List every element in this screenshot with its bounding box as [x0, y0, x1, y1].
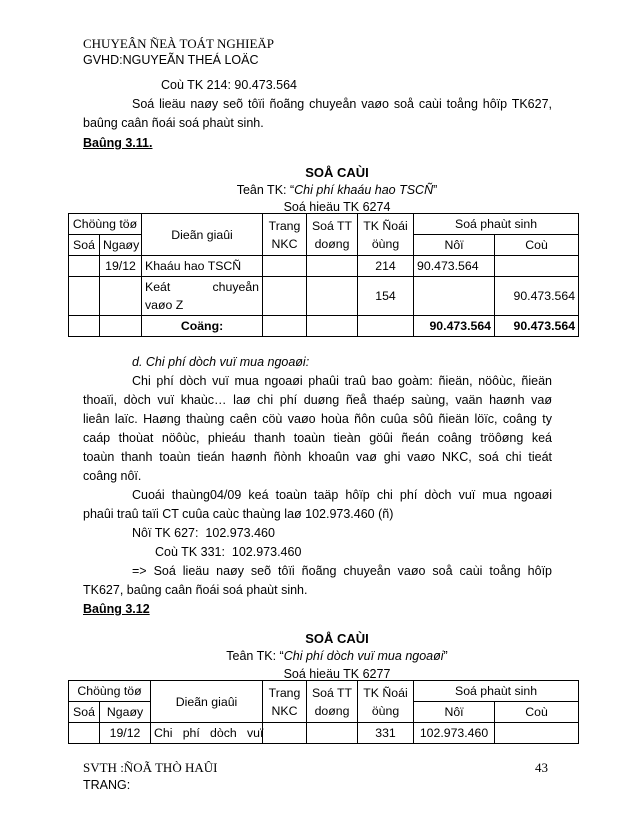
col-chung-tu: Chöùng töø [69, 681, 151, 702]
table-row [69, 277, 579, 316]
col-dien-giai: Dieãn giaûi [142, 214, 263, 256]
credit-line-214: Coù TK 214: 90.473.564 [161, 78, 297, 92]
page-number: 43 [535, 760, 548, 775]
cell-no: 90.473.564 [414, 256, 495, 277]
ledger2-title: SOÅ CAÙI [305, 631, 369, 646]
table-label-3-11: Baûng 3.11. [83, 136, 153, 150]
ledger1-title: SOÅ CAÙI [305, 165, 369, 180]
cell-no [414, 277, 495, 316]
col-so-tt-dong: Soá TT doøng [307, 214, 358, 256]
col-chung-tu: Chöùng töø [69, 214, 142, 235]
ledger1-table [68, 213, 579, 337]
cell-ngay [100, 277, 142, 316]
cell-stt [307, 256, 358, 277]
table-header-row [69, 681, 579, 702]
cell-so [69, 277, 100, 316]
table-row [69, 256, 579, 277]
col-dien-giai: Dieãn giaûi [151, 681, 263, 723]
cell-co: 90.473.564 [495, 277, 579, 316]
footer-trang: TRANG: [83, 778, 131, 792]
cell-total-no: 90.473.564 [414, 316, 495, 337]
section-d-p1-last: coâng nôï. [83, 469, 142, 483]
cell-no: 102.973.460 [414, 723, 495, 744]
table-header-row [69, 214, 579, 235]
debit-line-627: Nôï TK 627: 102.973.460 [132, 526, 275, 540]
col-trang-nkc: Trang NKC [263, 214, 307, 256]
cell-dien-giai: Keát chuyeån vaøo Z [142, 277, 263, 316]
cell-tk: 154 [358, 277, 414, 316]
col-ngay: Ngaøy [100, 235, 142, 256]
cell-ngay: 19/12 [100, 256, 142, 277]
cell-so [69, 256, 100, 277]
cell-total-co: 90.473.564 [495, 316, 579, 337]
cell-so [69, 723, 100, 744]
header-title: CHUYEÂN ÑEÀ TOÁT NGHIEÄP [83, 36, 275, 51]
paragraph-transfer-line2: baûng caân ñoái soá phaùt sinh. [83, 116, 264, 130]
section-d-p1-line5: toaùn thanh toaùn tieán haønh ñònh khoaûn vaø ghi vaøo NKC, soá chi tieát [83, 450, 552, 464]
section-d-p3-line2: TK627, baûng caân ñoái soá phaùt sinh. [83, 583, 308, 597]
cell-tk: 331 [358, 723, 414, 744]
ledger1-account-name: Teân TK: “Chi phí khaáu hao TSCÑ” [236, 183, 438, 197]
cell-dien-giai: Chi phí dòch vuï [151, 723, 263, 744]
cell-dien-giai: Khaáu hao TSCÑ [142, 256, 263, 277]
cell-co [495, 256, 579, 277]
cell-ngay: 19/12 [100, 723, 151, 744]
section-d-p1-line1: Chi phí dòch vuï mua ngoaøi phaûi traû bao goàm: ñieän, nöôùc, ñieän [132, 374, 552, 388]
col-so: Soá [69, 235, 100, 256]
cell-total-label: Coäng: [142, 316, 263, 337]
col-so: Soá [69, 702, 100, 723]
col-so-tt-dong: Soá TT doøng [307, 681, 358, 723]
cell-trang [263, 723, 307, 744]
table-row [69, 723, 579, 744]
section-d-heading: d. Chi phí dòch vuï mua ngoaøi: [132, 355, 310, 369]
cell-stt [307, 723, 358, 744]
ledger1-account-number: Soá hieäu TK 6274 [283, 200, 391, 214]
ledger2-account-name: Teân TK: “Chi phí dòch vuï mua ngoaøi” [226, 649, 448, 663]
section-d-p2-line2: phaûi traû taïi CT cuûa caùc thaùng laø 102.973.460 (ñ) [83, 507, 394, 521]
credit-line-331: Coù TK 331: 102.973.460 [155, 545, 302, 559]
footer-student: SVTH :ÑOÃ THÒ HAÛI [83, 760, 218, 775]
cell-co [495, 723, 579, 744]
table-label-3-12: Baûng 3.12 [83, 602, 150, 616]
cell-stt [307, 277, 358, 316]
section-d-p1-line3: lieân laïc. Haøng thaùng caên cöù vaøo hoùa ñôn cuûa sôû ñieän löïc, coâng ty [83, 412, 552, 426]
col-tk-doi-ung: TK Ñoái öùng [358, 681, 414, 723]
cell-trang [263, 256, 307, 277]
col-co: Coù [495, 235, 579, 256]
col-co: Coù [495, 702, 579, 723]
cell-trang [263, 277, 307, 316]
paragraph-transfer-line1: Soá lieäu naøy seõ tôïi ñoãng chuyeån vaøo soå caùi toång hôïp TK627, [132, 97, 552, 111]
section-d-p1-line2: thoaïi, dòch vuï khaùc… laø chi phí duøng ñeå thaép saùng, vaän haønh vaø [83, 393, 552, 407]
col-so-phat-sinh: Soá phaùt sinh [414, 681, 579, 702]
col-so-phat-sinh: Soá phaùt sinh [414, 214, 579, 235]
section-d-p2-line1: Cuoái thaùng04/09 keá toaùn taäp hôïp chi phí dòch vuï mua ngoaøi [132, 488, 552, 502]
header-advisor: GVHD:NGUYEÃN THEÁ LOÄC [83, 53, 259, 67]
col-trang-nkc: Trang NKC [263, 681, 307, 723]
table-total-row [69, 316, 579, 337]
col-tk-doi-ung: TK Ñoái öùng [358, 214, 414, 256]
section-d-p3-line1: => Soá lieäu naøy seõ tôïi ñoãng chuyeån vaøo soå caùi toång hôïp [132, 564, 552, 578]
col-ngay: Ngaøy [100, 702, 151, 723]
ledger2-table [68, 680, 579, 744]
cell-tk: 214 [358, 256, 414, 277]
ledger2-account-number: Soá hieäu TK 6277 [283, 667, 391, 681]
col-no: Nôï [414, 235, 495, 256]
section-d-p1-line4: caáp thoùat nöôùc, phieáu thanh toaùn tieàn göûi ñeán coâng tröôøng keá [83, 431, 552, 445]
col-no: Nôï [414, 702, 495, 723]
